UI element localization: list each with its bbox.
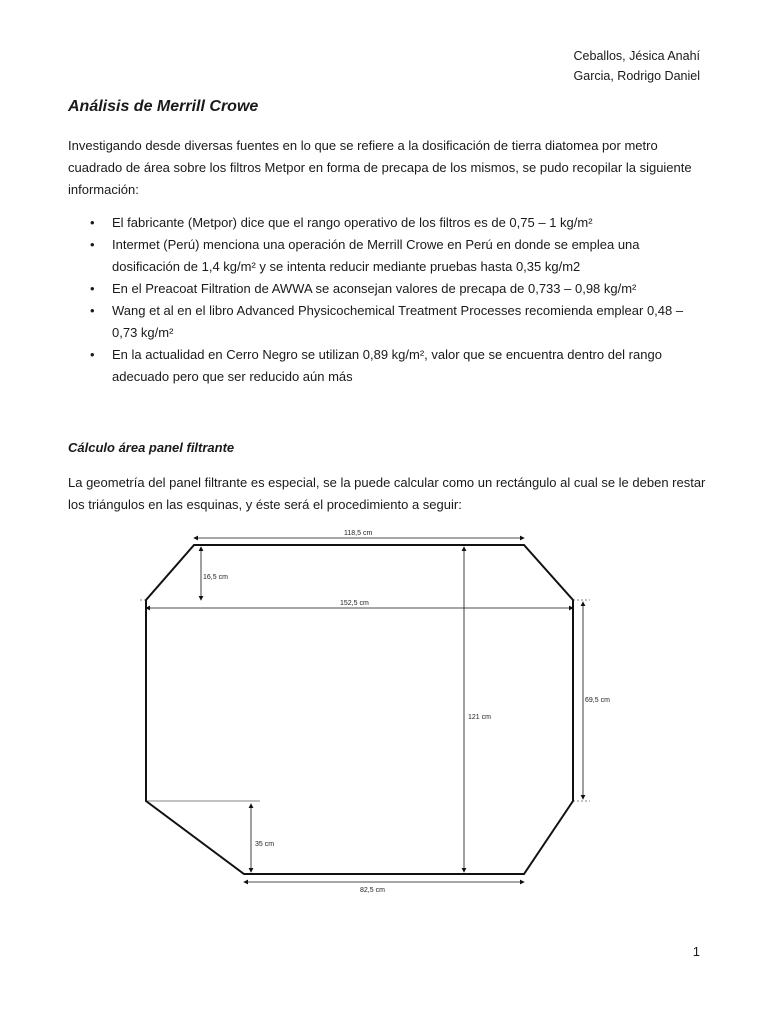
bullet-list [90, 212, 708, 388]
page-number: 1 [692, 944, 700, 959]
list-item-text: Intermet (Perú) menciona una operación de Merrill Crowe en Perú en donde se emplea una dosificación de 1,4 kg/m² y se intenta reducir mediante pruebas hasta 0,35 kg/m2 [112, 237, 640, 274]
list-item [90, 234, 708, 278]
list-item-text: Wang et al en el libro Advanced Physicochemical Treatment Processes recomienda emplear 0,48 – 0,73 kg/m² [112, 303, 684, 340]
list-item [90, 212, 708, 234]
bullet-icon: • [90, 281, 95, 296]
top-width-label: 118,5 cm [344, 530, 373, 537]
authors-block [574, 46, 700, 86]
list-item [90, 278, 708, 300]
bullet-icon: • [90, 215, 95, 230]
bullet-icon: • [90, 303, 95, 318]
section-title: Cálculo área panel filtrante [68, 440, 235, 455]
author-name: Garcia, Rodrigo Daniel [573, 69, 700, 83]
list-item [90, 300, 708, 344]
bottom-corner-height-label: 35 cm [255, 841, 275, 848]
list-item-text: En el Preacoat Filtration de AWWA se aconsejan valores de precapa de 0,733 – 0,98 kg/m² [112, 281, 637, 296]
bullet-icon: • [90, 237, 95, 252]
list-item-text: En la actualidad en Cerro Negro se utilizan 0,89 kg/m², valor que se encuentra dentro del rango adecuado pero que ser reducido aún más [112, 347, 662, 384]
side-height-label: 69,5 cm [585, 697, 610, 704]
panel-diagram [140, 528, 610, 928]
section-paragraph: La geometría del panel filtrante es especial, se la puede calcular como un rectángulo al cual se le deben restar los triángulos en las esquinas, y éste será el procedimiento a seguir: [68, 475, 706, 512]
list-item [90, 344, 708, 388]
list-item-text: El fabricante (Metpor) dice que el rango operativo de los filtros es de 0,75 – 1 kg/m² [112, 215, 593, 230]
full-width-label: 152,5 cm [340, 600, 369, 607]
intro-paragraph: Investigando desde diversas fuentes en lo que se refiere a la dosificación de tierra diatomea por metro cuadrado de área sobre los filtros Metpor en forma de precapa de los mismos, se pudo recopilar la siguiente información: [68, 138, 692, 197]
bottom-width-label: 82,5 cm [360, 887, 385, 894]
total-height-label: 121 cm [468, 714, 491, 721]
bullet-icon: • [90, 347, 95, 362]
document-title: Análisis de Merrill Crowe [68, 98, 259, 115]
author-name: Ceballos, Jésica Anahí [573, 49, 700, 63]
panel-outline [146, 545, 573, 874]
corner-height-label: 16,5 cm [203, 574, 228, 581]
